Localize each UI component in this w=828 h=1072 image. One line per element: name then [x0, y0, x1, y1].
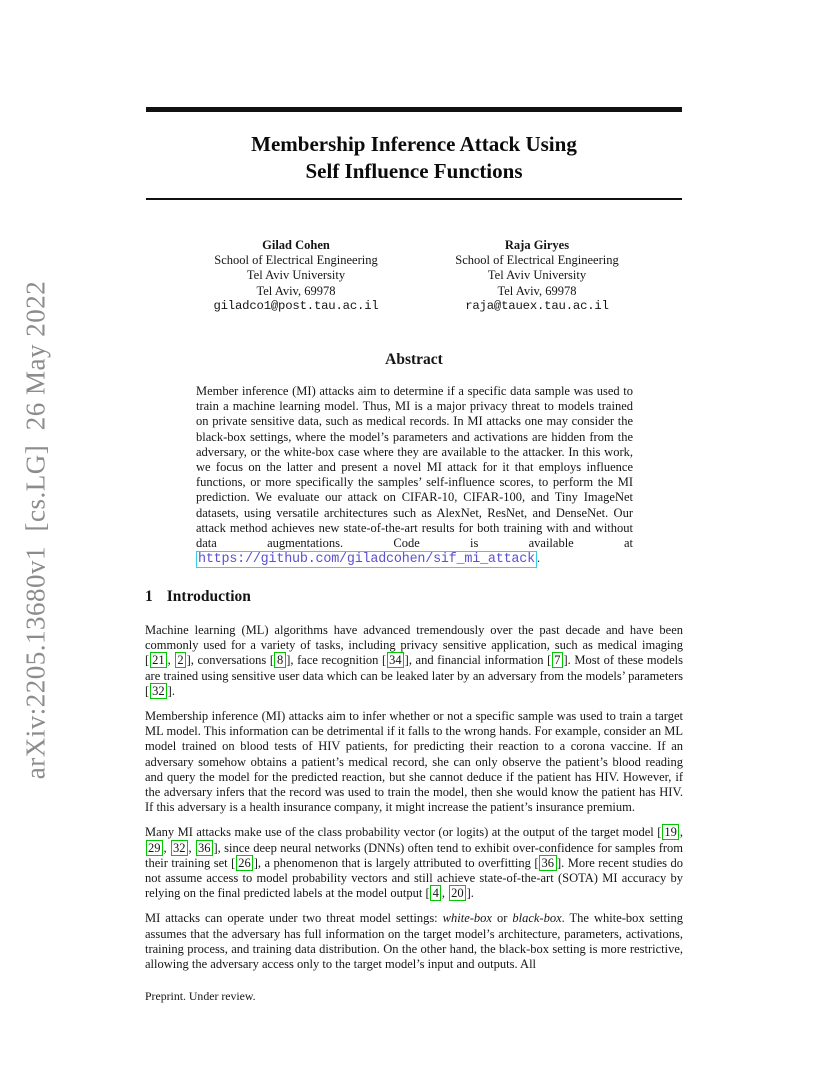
- title-top-rule: [146, 107, 682, 112]
- emphasis-text: black-box: [512, 911, 562, 926]
- paragraph: Membership inference (MI) attacks aim to infer whether or not a specific sample was used to train a target ML model. This information can be detrimental if it falls to the wrong hands. For example, consider an ML model trained on blood tests of HIV patients, for predicting their reaction to a corona vaccine. If an adversary somehow obtains a patient’s medical record, she can only observe the patient’s blood reading and query the model for the predicted reaction, but she cannot deduce if the patient has HIV. However, if the adversary infers that the record was used to train the model, then she would know the patient has HIV. If this adversary is a health insurance company, it might increase the patient’s insurance premium.: [145, 709, 683, 815]
- abstract-text: Member inference (MI) attacks aim to determine if a specific data sample was used to train a machine learning model. Thus, MI is a major privacy threat to models trained on private sensitive data, such as medical records. In MI attacks one may consider the black-box settings, where the model’s parameters and activations are hidden from the adversary, or the white-box case where they are available to the attacker. In this work, we focus on the latter and present a novel MI attack for it that employs influence functions, or more specifically the samples’ self-influence scores, to perform the MI prediction. We evaluate our attack on CIFAR-10, CIFAR-100, and Tiny ImageNet datasets, using versatile architectures such as AlexNet, ResNet, and DenseNet. Our attack method achieves new state-of-the-art results for both training with and without data augmentations. Code is available at https://github.com/giladcohen/sif_mi_attack .: [196, 384, 633, 568]
- citation-link[interactable]: 36: [196, 840, 214, 856]
- section-title: Introduction: [166, 588, 251, 605]
- author-address: Tel Aviv, 69978: [256, 283, 336, 298]
- citation-link[interactable]: 32: [171, 840, 189, 856]
- paragraph: Machine learning (ML) algorithms have advanced tremendously over the past decade and have been commonly used for a variety of tasks, including privacy sensitive application, such as medical imaging [ 21 , 2 ], conversations [ 8 ], face recognition [ 34 ], and financial information [ 7 ]. Most of these models are trained using sensitive user data which can be leaked later by an adversary from the models’ parameters [ 32 ].: [145, 623, 683, 698]
- title-bottom-rule: [146, 198, 682, 200]
- citation-link[interactable]: 4: [430, 885, 441, 901]
- citation-link[interactable]: 20: [449, 885, 467, 901]
- paper-title-line1: Membership Inference Attack Using: [251, 132, 577, 156]
- author-email: raja@tauex.tau.ac.il: [465, 298, 609, 313]
- author-address: Tel Aviv, 69978: [497, 283, 577, 298]
- citation-link[interactable]: 36: [539, 855, 557, 871]
- abstract-heading: Abstract: [385, 351, 443, 368]
- author-email: giladco1@post.tau.ac.il: [213, 298, 379, 313]
- author-name: Gilad Cohen: [262, 238, 330, 252]
- citation-link[interactable]: 34: [387, 652, 405, 668]
- author-affiliation: School of Electrical Engineering: [455, 253, 619, 268]
- paper-title-line2: Self Influence Functions: [305, 159, 523, 183]
- citation-link[interactable]: 19: [662, 824, 680, 840]
- section-number: 1: [145, 588, 153, 605]
- author-university: Tel Aviv University: [487, 268, 587, 283]
- citation-link[interactable]: 8: [274, 652, 285, 668]
- citation-link[interactable]: 2: [175, 652, 186, 668]
- citation-link[interactable]: 26: [236, 855, 254, 871]
- paragraph: Many MI attacks make use of the class probability vector (or logits) at the output of the target model [ 19 , 29 , 32 , 36 ], since deep neural networks (DNNs) often tend to exhibit over-confidence for samples from their training set [ 26 ], a phenomenon that is largely attributed to overfitting [ 36 ]. More recent studies do not assume access to model probability vectors and still achieve state-of-the-art (SOTA) MI accuracy by relying on the final predicted labels at the model output [ 4 , 20 ].: [145, 825, 683, 901]
- section-1-heading: [145, 588, 251, 606]
- author-block-gilad-cohen: [155, 238, 437, 314]
- introduction-body: [145, 623, 683, 982]
- paragraph: MI attacks can operate under two threat model settings: white-box or black-box. The white-box setting assumes that the adversary has full information on the target model’s architecture, parameters, activations, training process, and training data distribution. On the other hand, the black-box setting is more restrictive, allowing the adversary access only to the target model’s input and outputs. All: [145, 911, 683, 972]
- preprint-footer: Preprint. Under review.: [145, 989, 256, 1003]
- citation-link[interactable]: 32: [150, 683, 168, 699]
- citation-link[interactable]: 7: [552, 652, 563, 668]
- citation-link[interactable]: 29: [146, 840, 164, 856]
- code-repo-link[interactable]: https://github.com/giladcohen/sif_mi_attack: [198, 552, 535, 568]
- arxiv-watermark: arXiv:2205.13680v1 [cs.LG] 26 May 2022: [20, 280, 51, 780]
- author-block-raja-giryes: [396, 238, 678, 314]
- author-name: Raja Giryes: [504, 238, 570, 252]
- citation-link[interactable]: 21: [150, 652, 168, 668]
- paper-title: [145, 131, 683, 185]
- author-affiliation: School of Electrical Engineering: [214, 253, 378, 268]
- author-university: Tel Aviv University: [246, 268, 346, 283]
- emphasis-text: white-box: [442, 911, 492, 926]
